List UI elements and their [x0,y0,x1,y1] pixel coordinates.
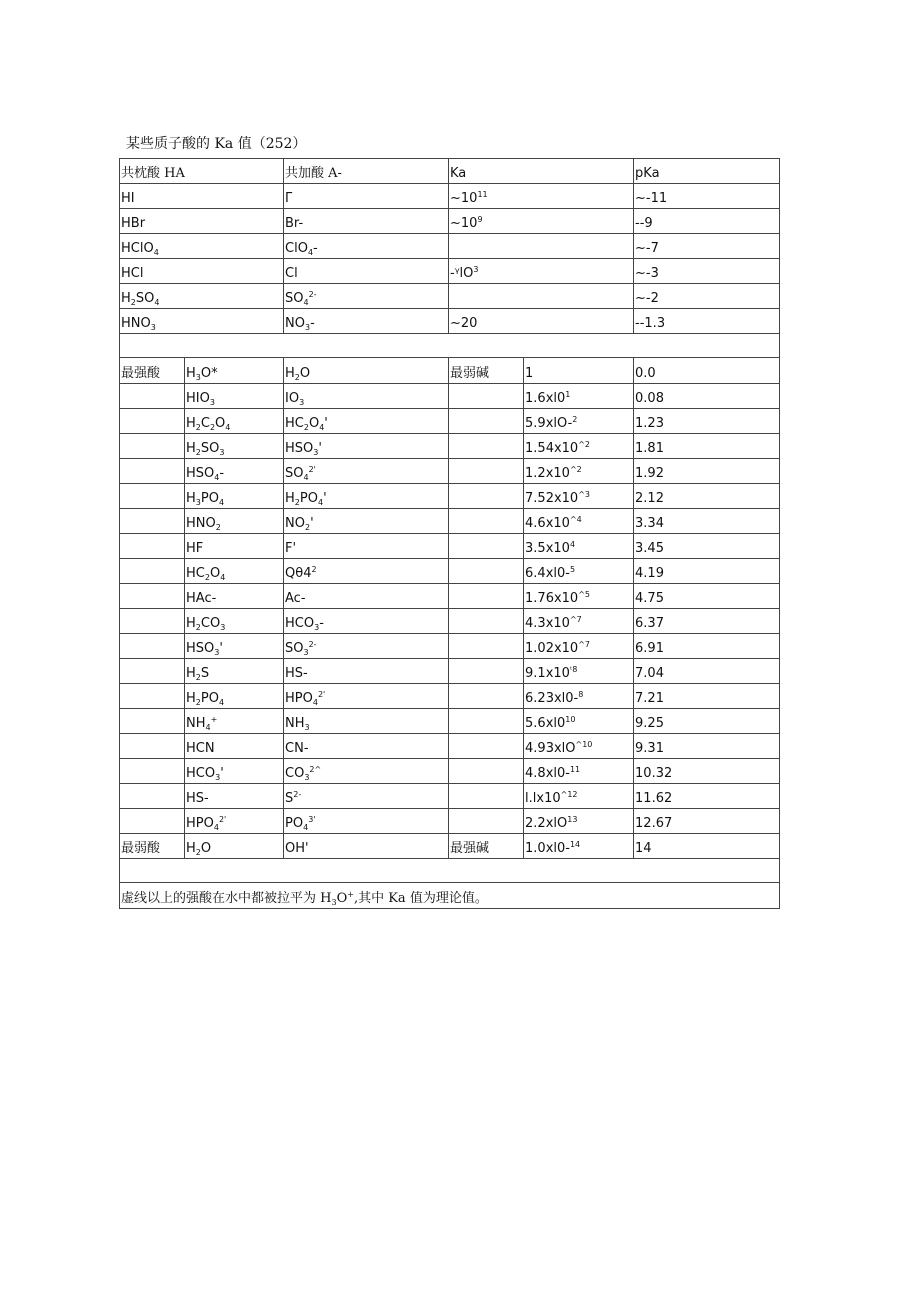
ka-cell: 1.0xl0-$^{14}$ [524,834,634,859]
blank-cell [120,334,780,358]
blank-cell [120,609,185,634]
ka-cell: 6.23xl0-$^8$ [524,684,634,709]
ka-cell: ~20 [449,309,634,334]
table-row [120,734,780,759]
pka-cell: ~-11 [634,184,780,209]
header-ka: Ka [449,159,634,184]
pka-cell: 14 [634,834,780,859]
blank-cell [449,659,524,684]
blank-cell [120,384,185,409]
blank-cell [449,559,524,584]
acid-cell: HBr [120,209,284,234]
base-cell: Br- [284,209,449,234]
acid-cell: $HSO_3'$ [185,634,284,659]
acid-cell: $HPO_4^{2'}$ [185,809,284,834]
blank-cell [449,809,524,834]
table-row [120,209,780,234]
pka-cell: 1.92 [634,459,780,484]
acid-cell: HCl [120,259,284,284]
pka-cell: 7.04 [634,659,780,684]
acid-cell: HF [185,534,284,559]
ka-cell [449,234,634,259]
base-cell: $NO_3-$ [284,309,449,334]
ka-cell: 1 [524,358,634,384]
pka-cell: 2.12 [634,484,780,509]
acid-cell: $H_2CO_3$ [185,609,284,634]
acid-cell: $H_2S$ [185,659,284,684]
ka-cell [449,284,634,309]
base-cell: Cl [284,259,449,284]
pka-cell: --9 [634,209,780,234]
acid-cell: $NH_4^+$ [185,709,284,734]
ka-cell: $4.3x10^{\^{}7}$ [524,609,634,634]
base-cell: $SO_4^{2'}$ [284,459,449,484]
base-cell: Γ [284,184,449,209]
blank-cell [449,734,524,759]
table-row [120,509,780,534]
pka-cell: 9.31 [634,734,780,759]
acid-cell: HClO$_4$ [120,234,284,259]
ka-cell: $\sim 10^{11}$ [449,184,634,209]
ka-table [119,158,780,909]
table-row [120,384,780,409]
separator-row [120,859,780,883]
footnote-row [120,883,780,909]
blank-cell [120,484,185,509]
table-row [120,709,780,734]
ka-cell: $3.5x10^4$ [524,534,634,559]
pka-cell: 7.21 [634,684,780,709]
acid-cell: HCN [185,734,284,759]
table-row [120,684,780,709]
pka-cell: --1.3 [634,309,780,334]
ka-cell: $9.1x10^{ᵗ8}$ [524,659,634,684]
blank-cell [120,684,185,709]
acid-cell: $HIO_3$ [185,384,284,409]
table-row [120,534,780,559]
ka-cell: $1.54x10^{\^{}2}$ [524,434,634,459]
blank-cell [449,784,524,809]
pka-cell: 0.0 [634,358,780,384]
blank-cell [449,684,524,709]
table-row [120,234,780,259]
blank-cell [120,509,185,534]
base-cell: HS- [284,659,449,684]
header-pka: pKa [634,159,780,184]
ka-cell: $5.6xl0^{10}$ [524,709,634,734]
table-row [120,759,780,784]
base-cell: $Q\theta 4^2$ [284,559,449,584]
pka-cell: 12.67 [634,809,780,834]
table-row [120,634,780,659]
ka-cell: -ᵞlO$^3$ [449,259,634,284]
blank-cell [449,709,524,734]
header-conjugate-base: 共加酸 A- [284,159,449,184]
table-row [120,309,780,334]
table-row [120,609,780,634]
blank-cell [120,534,185,559]
ka-cell: $l.lx10^{\^{}12}$ [524,784,634,809]
acid-cell: $H_3PO_4$ [185,484,284,509]
pka-cell: 10.32 [634,759,780,784]
table-row [120,259,780,284]
pka-cell: 6.91 [634,634,780,659]
blank-cell [449,534,524,559]
ka-cell: $\sim 10^9$ [449,209,634,234]
ka-cell: $7.52x10^{\^{}3}$ [524,484,634,509]
weakest-base-label: 最弱碱 [449,358,524,384]
blank-cell [120,734,185,759]
ka-cell: 5.9xlO-$^2$ [524,409,634,434]
separator-row [120,334,780,358]
blank-cell [120,434,185,459]
pka-cell: 6.37 [634,609,780,634]
table-row [120,184,780,209]
blank-cell [120,709,185,734]
base-cell: $NH_3$ [284,709,449,734]
acid-cell: $H_2C_2O_4$ [185,409,284,434]
base-cell: $IO_3$ [284,384,449,409]
table-row [120,659,780,684]
acid-cell: HS- [185,784,284,809]
blank-cell [449,584,524,609]
base-cell: $CO_3^{2\^{}}$ [284,759,449,784]
pka-cell: 4.19 [634,559,780,584]
blank-cell [120,459,185,484]
blank-cell [449,409,524,434]
blank-cell [120,559,185,584]
base-cell: $S^{2-}$ [284,784,449,809]
acid-cell: $HSO_4-$ [185,459,284,484]
acid-cell: HI [120,184,284,209]
pka-cell: 4.75 [634,584,780,609]
table-row [120,284,780,309]
table-row [120,459,780,484]
blank-cell [120,859,780,883]
blank-cell [449,459,524,484]
blank-cell [449,434,524,459]
pka-cell: 1.23 [634,409,780,434]
pka-cell: ~-7 [634,234,780,259]
strongest-acid-row [120,358,780,384]
blank-cell [120,659,185,684]
acid-cell: $H_2PO_4$ [185,684,284,709]
table-row [120,484,780,509]
table-caption: 某些质子酸的 Ka 值（252） [126,136,307,152]
base-cell: F' [284,534,449,559]
blank-cell [120,809,185,834]
pka-cell: 1.81 [634,434,780,459]
footnote: 虚线以上的强酸在水中都被拉平为 $H_3O^+$,其中 Ka 值为理论值。 [120,883,780,909]
blank-cell [120,759,185,784]
acid-cell: $HNO_3$ [120,309,284,334]
pka-cell: 3.34 [634,509,780,534]
base-cell: $H_2O$ [284,358,449,384]
base-cell: $HPO_4^{2'}$ [284,684,449,709]
weakest-acid-label: 最弱酸 [120,834,185,859]
base-cell: $H_2PO_4'$ [284,484,449,509]
blank-cell [449,509,524,534]
base-cell: $SO_3^{2-}$ [284,634,449,659]
acid-cell: $HCO_3'$ [185,759,284,784]
blank-cell [449,384,524,409]
base-cell: $HC_2O_4'$ [284,409,449,434]
blank-cell [120,634,185,659]
pka-cell: 0.08 [634,384,780,409]
table-row [120,809,780,834]
weakest-acid-row [120,834,780,859]
pka-cell: ~-2 [634,284,780,309]
base-cell: CN- [284,734,449,759]
blank-cell [120,409,185,434]
base-cell: ClO$_4$- [284,234,449,259]
ka-cell: $1.2x10^{\^{}2}$ [524,459,634,484]
blank-cell [449,609,524,634]
blank-cell [449,484,524,509]
blank-cell [449,759,524,784]
ka-cell: 4.93xlO$^{\^{}10}$ [524,734,634,759]
ka-cell: $4.6x10^{\^{}4}$ [524,509,634,534]
table-row [120,584,780,609]
strongest-base-label: 最强碱 [449,834,524,859]
ka-cell: 4.8xl0-$^{11}$ [524,759,634,784]
table-row [120,784,780,809]
acid-cell: $HNO_2$ [185,509,284,534]
blank-cell [120,584,185,609]
acid-cell: $H_3O*$ [185,358,284,384]
ka-cell: $1.02x10^{\^{}7}$ [524,634,634,659]
base-cell: $SO_4^{2-}$ [284,284,449,309]
base-cell: $HCO_3-$ [284,609,449,634]
pka-cell: 11.62 [634,784,780,809]
acid-cell: $H_2O$ [185,834,284,859]
table-row [120,409,780,434]
blank-cell [449,634,524,659]
table-row [120,559,780,584]
base-cell: $PO_4^{3'}$ [284,809,449,834]
pka-cell: ~-3 [634,259,780,284]
header-conjugate-acid: 共枕酸 HA [120,159,284,184]
header-row [120,159,780,184]
table-row [120,434,780,459]
ka-cell: 2.2xlO$^{13}$ [524,809,634,834]
pka-cell: 3.45 [634,534,780,559]
blank-cell [120,784,185,809]
ka-cell: $1.76x10^{\^{}5}$ [524,584,634,609]
base-cell: OH' [284,834,449,859]
base-cell: $HSO_3'$ [284,434,449,459]
pka-cell: 9.25 [634,709,780,734]
acid-cell: $H_2SO_4$ [120,284,284,309]
acid-cell: HAc- [185,584,284,609]
ka-cell: $1.6xl0^1$ [524,384,634,409]
acid-cell: $HC_2O_4$ [185,559,284,584]
base-cell: Ac- [284,584,449,609]
acid-cell: $H_2SO_3$ [185,434,284,459]
strongest-acid-label: 最强酸 [120,358,185,384]
ka-cell: 6.4xl0-$^5$ [524,559,634,584]
base-cell: $NO_2'$ [284,509,449,534]
